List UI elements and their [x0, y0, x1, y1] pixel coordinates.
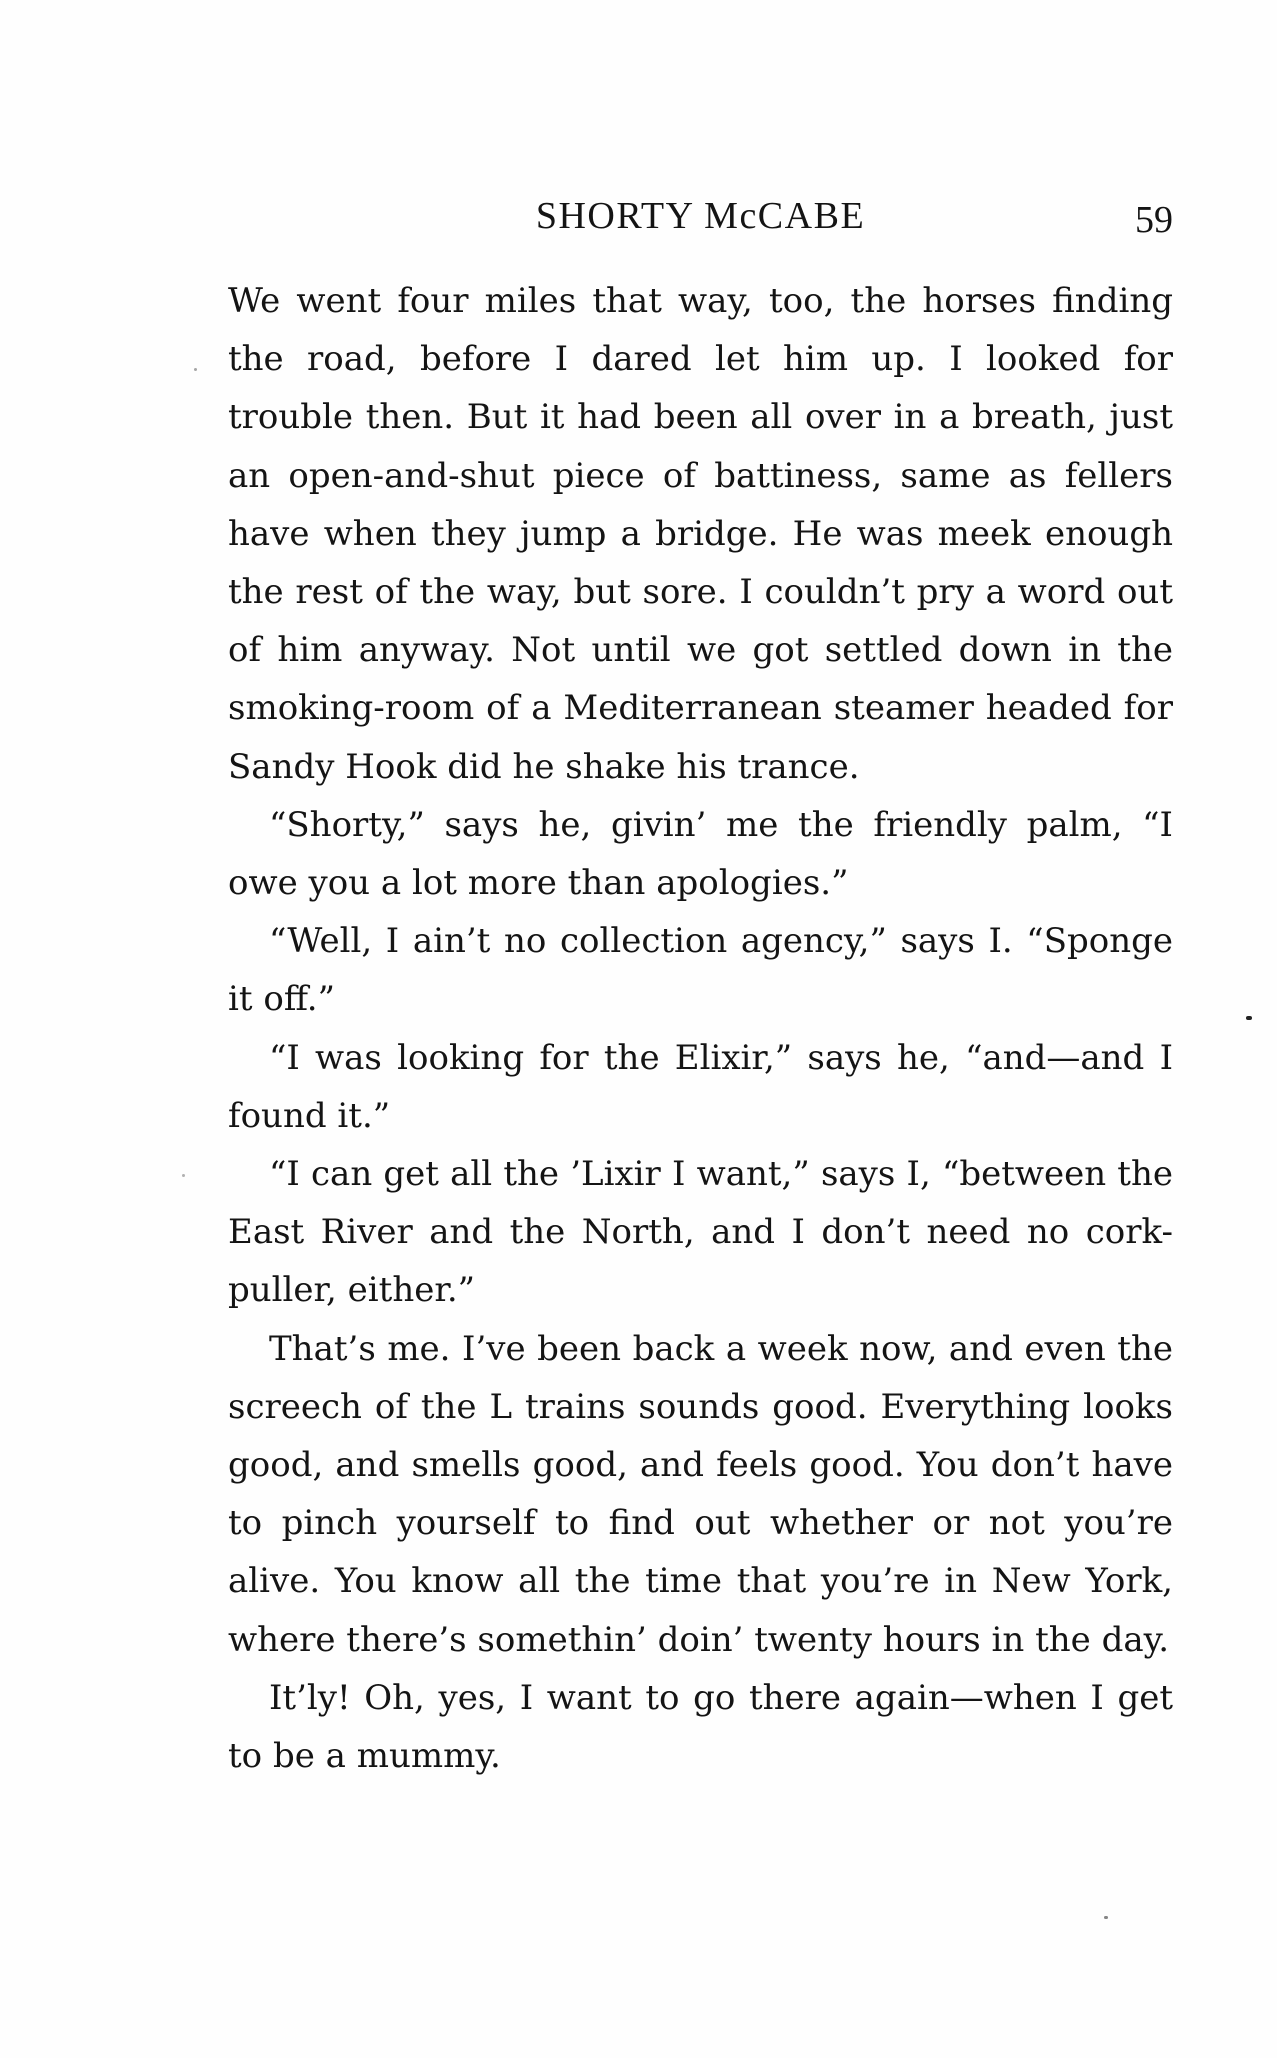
page-number: 59 [1135, 199, 1173, 241]
ink-speck [1104, 1916, 1108, 1919]
ink-speck [182, 1174, 185, 1177]
paragraph-1: We went four miles that way, too, the horses finding the road, before I dared let him up. I looked for trouble then. But it had been all over in a breath, just an open-and-shut piece of battiness, same as fellers have when they jump a bridge. He was meek enough the rest of the way, but sore. I couldn’t pry a word out of him anyway. Not until we got settled down in the smoking-room of a Mediterranean steamer headed for Sandy Hook did he shake his trance. [228, 281, 1173, 787]
running-head [228, 192, 1173, 248]
paragraph-4: “I was looking for the Elixir,” says he, “and—and I found it.” [228, 1037, 1173, 1136]
paragraph-6: That’s me. I’ve been back a week now, and even the screech of the L trains sounds good. Everything looks good, and smells good, and feels good. You don’t have to pinch yourself to find out whether or not you’re alive. You know all the time that you’re in New York, where there’s somethin’ doin’ twenty hours in the day. [228, 1328, 1173, 1660]
ink-speck [194, 368, 197, 371]
body-text [228, 272, 1173, 1785]
paragraph-5: “I can get all the ’Lixir I want,” says I, “between the East River and the North, and I don’t need no cork-puller, either.” [228, 1154, 1173, 1311]
ink-speck [1246, 1016, 1252, 1020]
running-title: SHORTY McCABE [535, 195, 866, 237]
paragraph-2: “Shorty,” says he, givin’ me the friendly palm, “I owe you a lot more than apologies.” [228, 804, 1173, 904]
paragraph-3: “Well, I ain’t no collection agency,” says I. “Sponge it off.” [228, 921, 1173, 1020]
paragraph-7: It’ly! Oh, yes, I want to go there again—when I get to be a mummy. [228, 1677, 1173, 1777]
